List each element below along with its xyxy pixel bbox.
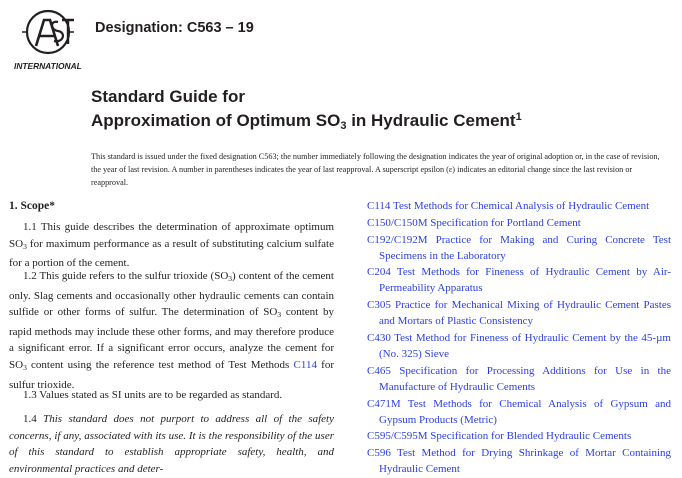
reference-code-link[interactable]: C150/C150M (367, 216, 428, 229)
reference-title[interactable]: Specification for Processing Additions for Use in the Manufacture of Hydraulic Cements (379, 364, 671, 393)
designation-label: Designation: (95, 20, 183, 36)
reference-title[interactable]: Test Methods for Chemical Analysis of Hydraulic Cement (393, 200, 650, 212)
scope-paragraph-1-1 (9, 219, 334, 272)
reference-title[interactable]: Practice for Mechanical Mixing of Hydraulic Cement Pastes and Mortars of Plastic Consistency (379, 299, 671, 328)
p1-subscript: 3 (23, 241, 27, 251)
p2-text-b: ) content of the cement only. Slag cements and occasionally other hydraulic cements can contain sulfide or other forms of sulfur. The determination of SO (9, 270, 334, 319)
reference-title[interactable]: Test Method for Fineness of Hydraulic Cement by the 45-µm (No. 325) Sieve (379, 331, 671, 360)
scope-paragraph-1-4 (9, 411, 334, 477)
p1-text-a: 1.1 This guide describes the determination of approximate optimum SO (9, 221, 334, 250)
scope-paragraph-1-2 (9, 268, 334, 393)
section-heading-scope: 1. Scope* (9, 200, 55, 212)
reference-title[interactable]: Practice for Making and Curing Concrete Test Specimens in the Laboratory (379, 233, 672, 262)
reference-item (367, 215, 671, 231)
designation-code: C563 – 19 (186, 20, 254, 36)
reference-item (367, 297, 671, 329)
astm-emblem (22, 11, 74, 53)
reference-code-link[interactable]: C471M (367, 397, 401, 410)
p1-text-b: for maximum performance as a result of substituting calcium sulfate for a portion of the cement. (9, 237, 334, 270)
logo-international-text: INTERNATIONAL (14, 61, 82, 71)
reference-code-link[interactable]: C204 (367, 266, 391, 279)
p4-italic-text: This standard does not purport to address all of the safety concerns, if any, associated with its use. It is the responsibility of the user of this standard to establish appropriate safety, health, and environmental practices and deter- (9, 413, 334, 475)
p2-subscript-3: 3 (23, 362, 27, 372)
reference-code-link[interactable]: C596 (367, 447, 391, 460)
reference-code-link[interactable]: C465 (367, 364, 391, 377)
reference-item (367, 445, 671, 477)
title-footnote-mark: 1 (515, 111, 522, 123)
reference-item (367, 396, 671, 428)
reference-title[interactable]: Test Method for Drying Shrinkage of Mortar Containing Hydraulic Cement (379, 447, 671, 476)
reference-item (367, 198, 671, 214)
p2-text-d: content using the reference test method of Test Methods (26, 358, 294, 371)
reference-code-link[interactable]: C192/C192M (367, 233, 428, 246)
reference-title[interactable]: Test Methods for Chemical Analysis of Gypsum and Gypsum Products (Metric) (379, 397, 671, 426)
p4-number: 1.4 (23, 413, 44, 425)
reference-link-c114[interactable]: C114 (293, 358, 317, 371)
referenced-documents-list (367, 198, 671, 478)
reference-item (367, 264, 671, 296)
reference-item (367, 428, 671, 444)
title-line1: Standard Guide for (91, 87, 245, 106)
p2-text-a: 1.2 This guide refers to the sulfur trioxide (SO (23, 270, 229, 282)
title-line2-pre: Approximation of Optimum SO (91, 111, 341, 130)
p2-text-e: for sulfur trioxide. (9, 358, 335, 391)
scope-paragraph-1-3: 1.3 Values stated as SI units are to be regarded as standard. (23, 389, 283, 401)
p2-subscript-1: 3 (228, 274, 233, 283)
p2-subscript-2: 3 (277, 310, 282, 320)
reference-code-link[interactable]: C595/C595M (367, 430, 428, 443)
title-line2-subscript: 3 (340, 120, 347, 132)
reference-item (367, 363, 671, 395)
reference-title[interactable]: Test Methods for Fineness of Hydraulic Cement by Air-Permeability Apparatus (379, 266, 671, 295)
issued-note: This standard is issued under the fixed designation C563; the number immediately following the designation indicates the year of original adoption or, in the case of revision, the year of last revision. A number in parentheses indicates the year of last reapproval. A superscript epsilon (ε) indicates an editorial change since the last revision or reapproval. (91, 152, 660, 187)
reference-item (367, 330, 671, 362)
p2-text-c: content by rapid methods may include these other forms, and may therefore produce a significant error. If a significant error occurs, analyze the cement for SO (9, 306, 334, 371)
title-line2-post: in Hydraulic Cement (346, 111, 516, 130)
page-title (91, 86, 522, 137)
reference-title[interactable]: Specification for Portland Cement (430, 216, 581, 229)
astm-logo-icon (14, 6, 92, 74)
reference-code-link[interactable]: C430 (367, 331, 391, 344)
reference-code-link[interactable]: C114 (367, 200, 391, 212)
reference-title[interactable]: Specification for Blended Hydraulic Cements (430, 430, 632, 443)
reference-code-link[interactable]: C305 (367, 299, 391, 312)
reference-item (367, 232, 671, 264)
designation (95, 20, 254, 36)
